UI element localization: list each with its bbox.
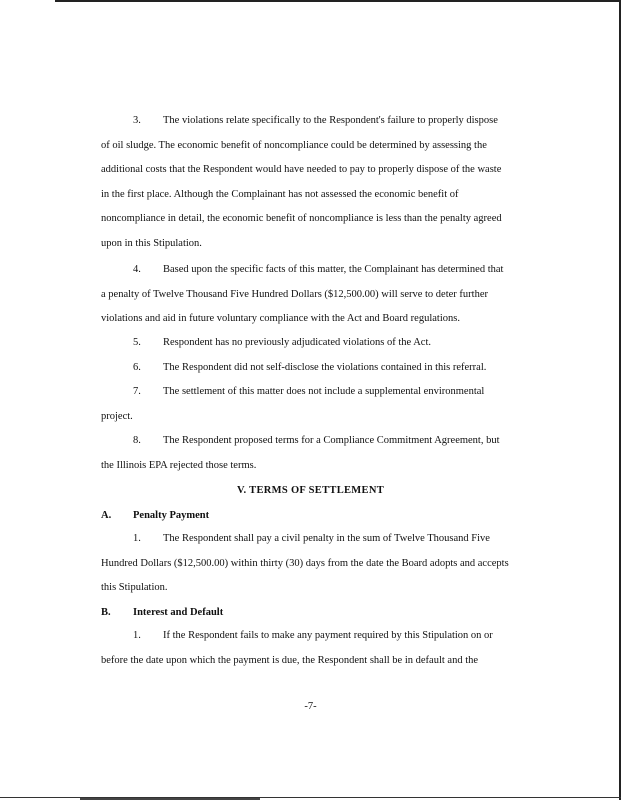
- paragraph-number: 4.: [133, 264, 141, 275]
- section-heading: V. TERMS OF SETTLEMENT: [236, 485, 385, 496]
- paragraph-line: a penalty of Twelve Thousand Five Hundred Dollars ($12,500.00) will serve to deter further: [101, 288, 488, 300]
- subsection-letter: A.: [101, 510, 112, 521]
- paragraph-line: Respondent has no previously adjudicated violations of the Act.: [163, 337, 431, 348]
- paragraph-number: 1.: [133, 533, 141, 544]
- paragraph-number: 8.: [133, 435, 141, 446]
- paragraph-line: upon in this Stipulation.: [101, 237, 202, 249]
- subsection-heading-a: [101, 510, 209, 521]
- paragraph-3: [101, 109, 513, 256]
- subsection-title: Penalty Payment: [133, 510, 210, 521]
- paragraph-8: [101, 429, 513, 478]
- paragraph-line: violations and aid in future voluntary compliance with the Act and Board regulations.: [101, 313, 460, 324]
- paragraph-number: 3.: [133, 115, 141, 126]
- paragraph-line: additional costs that the Respondent would have needed to pay to properly dispose of the waste: [101, 164, 502, 175]
- paragraph-line: The Respondent did not self-disclose the violations contained in this referral.: [163, 362, 487, 373]
- paragraph-number: 1.: [133, 630, 141, 641]
- paragraph-line: The settlement of this matter does not include a supplemental environmental: [163, 386, 485, 397]
- paragraph-6: [101, 356, 513, 381]
- paragraph-line: this Stipulation.: [101, 582, 168, 593]
- paragraph-b1: [101, 624, 513, 673]
- paragraph-4: [101, 258, 513, 332]
- paragraph-a1: [101, 527, 513, 601]
- paragraph-line: project.: [101, 410, 133, 422]
- paragraph-number: 6.: [133, 362, 141, 373]
- paragraph-number: 7.: [133, 386, 141, 397]
- subsection-title: Interest and Default: [133, 607, 224, 618]
- paragraph-number: 5.: [133, 337, 141, 348]
- subsection-heading-b: [101, 607, 223, 618]
- paragraph-line: The violations relate specifically to the Respondent's failure to properly dispose: [163, 115, 498, 126]
- paragraph-line: of oil sludge. The economic benefit of noncompliance could be determined by assessing the: [101, 139, 487, 151]
- paragraph-line: If the Respondent fails to make any payment required by this Stipulation on or: [163, 630, 493, 641]
- paragraph-5: [101, 331, 513, 356]
- paragraph-line: Hundred Dollars ($12,500.00) within thirty (30) days from the date the Board adopts and accepts: [101, 557, 509, 569]
- paragraph-line: Based upon the specific facts of this matter, the Complainant has determined that: [163, 264, 504, 275]
- page-number: -7-: [304, 701, 317, 712]
- paragraph-line: The Respondent shall pay a civil penalty in the sum of Twelve Thousand Five: [163, 533, 490, 544]
- paragraph-line: The Respondent proposed terms for a Compliance Commitment Agreement, but: [163, 435, 500, 446]
- paragraph-line: noncompliance in detail, the economic benefit of noncompliance is less than the penalty agreed: [101, 213, 502, 224]
- paragraph-7: [101, 380, 513, 429]
- paragraph-line: the Illinois EPA rejected those terms.: [101, 459, 257, 471]
- subsection-letter: B.: [101, 607, 111, 618]
- paragraph-line: in the first place. Although the Complainant has not assessed the economic benefit of: [101, 188, 459, 200]
- paragraph-line: before the date upon which the payment is due, the Respondent shall be in default and the: [101, 654, 479, 666]
